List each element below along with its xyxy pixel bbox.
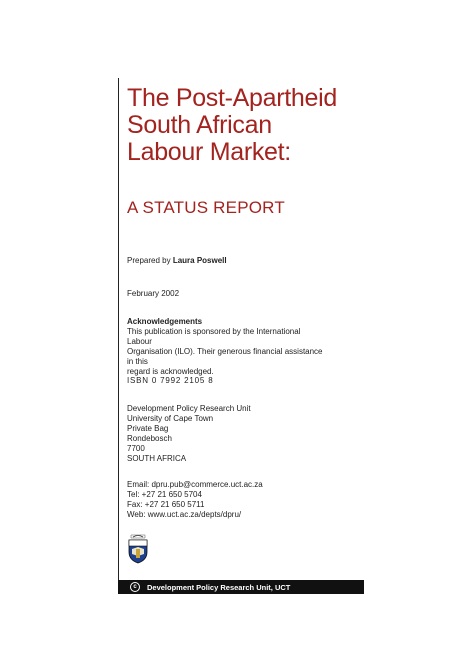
document-subtitle: A STATUS REPORT [127, 198, 285, 217]
title-line-1: The Post-Apartheid [127, 84, 337, 112]
address-line: Development Policy Research Unit [127, 404, 251, 413]
acknowledgements [127, 317, 327, 377]
address-line: University of Cape Town [127, 414, 214, 423]
copyright-icon: c [130, 582, 140, 592]
author-name: Laura Poswell [172, 256, 227, 265]
vertical-rule [118, 78, 119, 590]
address-line: 7700 [127, 444, 145, 453]
footer-bar [118, 580, 364, 594]
acknowledgements-line: regard is acknowledged. [127, 367, 214, 376]
address-block [127, 404, 251, 464]
acknowledgements-line: Organisation (ILO). Their generous financial assistance in this [127, 347, 323, 366]
contact-block [127, 480, 263, 520]
contact-tel: Tel: +27 21 650 5704 [127, 490, 202, 499]
contact-fax: Fax: +27 21 650 5711 [127, 500, 205, 509]
acknowledgements-line: This publication is sponsored by the International Labour [127, 327, 301, 346]
contact-web: Web: www.uct.ac.za/depts/dpru/ [127, 510, 242, 519]
publication-date: February 2002 [127, 289, 180, 298]
prepared-by-label: Prepared by [127, 256, 171, 265]
uct-crest-icon [127, 534, 149, 564]
title-line-3: Labour Market: [127, 138, 291, 166]
title-line-2: South African [127, 111, 272, 139]
address-line: SOUTH AFRICA [127, 454, 187, 463]
contact-email: Email: dpru.pub@commerce.uct.ac.za [127, 480, 263, 489]
footer-text: Development Policy Research Unit, UCT [147, 582, 291, 592]
prepared-by [127, 256, 227, 266]
address-line: Private Bag [127, 424, 169, 433]
document-title [127, 85, 427, 166]
acknowledgements-heading: Acknowledgements [127, 317, 203, 326]
address-line: Rondebosch [127, 434, 172, 443]
isbn: ISBN 0 7992 2105 8 [127, 376, 214, 385]
